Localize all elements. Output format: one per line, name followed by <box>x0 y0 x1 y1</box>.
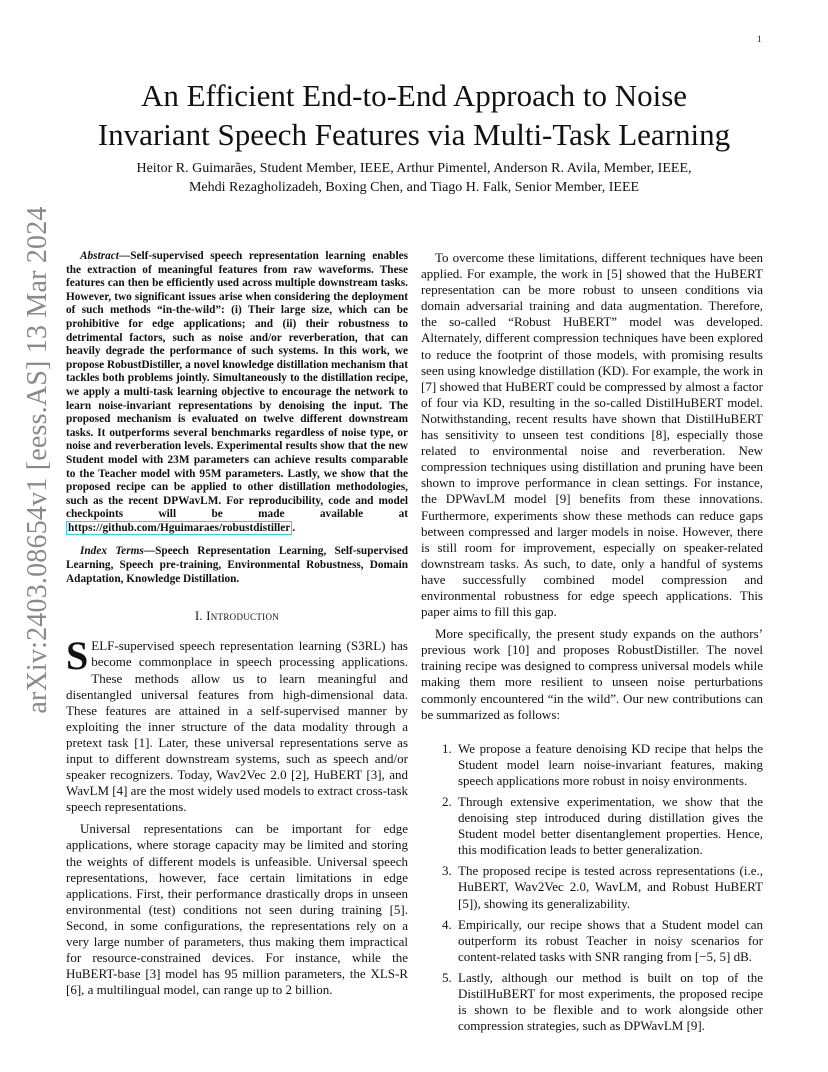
index-terms-text: —Speech Representation Learning, Self-supervised Learning, Speech pre-training, Environmental Robustness, Domain Adaptation, Knowledge Distillation. <box>66 545 408 585</box>
intro-caps: ELF <box>91 638 115 654</box>
drop-cap: S <box>66 633 89 679</box>
repository-link[interactable]: https://github.com/Hguimaraes/robustdistiller <box>68 521 291 534</box>
section-numeral: I. <box>194 609 207 624</box>
left-column <box>66 250 408 998</box>
section-heading-introduction <box>66 608 408 624</box>
authors-line-1: Heitor R. Guimarães, Student Member, IEEE, Arthur Pimentel, Anderson R. Avila, Member, IEEE, <box>136 161 692 176</box>
contribution-item: 3. The proposed recipe is tested across representations (i.e., HuBERT, Wav2Vec 2.0, WavLM, and Robust HuBERT [5]), showing its generalizability. <box>455 863 763 911</box>
abstract <box>66 250 408 535</box>
right-paragraph-1: To overcome these limitations, different techniques have been applied. For example, the work in [5] showed that the HuBERT representation can be more robust to unseen conditions via domain adversarial training and data augmentation. Therefore, the so-called “Robust HuBERT” model was developed. Alternately, different compression techniques have been explored to reduce the footprint of those models, with promising results seen using knowledge distillation (KD). For example, the work in [7] showed that HuBERT could be compressed by almost a factor of four via KD, resulting in the so-called DistilHuBERT model. Notwithstanding, recent results have shown that DistilHuBERT has sensitivity to unseen test conditions [8], especially those related to environmental noise and reverberation. New compression techniques using distillation and pruning have been shown to improve performance in clean settings. For instance, the DPWavLM model [9] benefits from these innovations. Furthermore, experiments show these methods can reduce gaps between compressed and larger models in noise. However, there is still room for improvement, especially on speaker-related downstream tasks. As such, to date, only a handful of systems have successfully combined model compression and environmental robustness for edge speech applications. This paper aims to fill this gap. <box>421 250 763 620</box>
abstract-lead: Abstract <box>80 250 119 262</box>
contribution-item: 5. Lastly, although our method is built on top of the DistilHuBERT for most experiments, the proposed recipe is shown to be flexible and to work alongside other compression strategies, such as DPWavLM [9]. <box>455 970 763 1034</box>
intro-paragraph-2: Universal representations can be important for edge applications, where storage capacity may be limited and storing the weights of different models is unfeasible. Universal speech representations, however, face certain limitations in edge applications. First, their performance drastically drops in unseen environmental (test) conditions not seen during training [5]. Second, in some configurations, the representations rely on a very large number of parameters, thus making them impractical for resource-constrained devices. For instance, while the HuBERT-base [3] model has 95 million parameters, the XLS-R [6], a multilingual model, can range up to 2 billion. <box>66 821 408 998</box>
page-number: 1 <box>757 34 762 44</box>
author-list <box>70 159 758 197</box>
contribution-item: 4. Empirically, our recipe shows that a Student model can outperform its robust Teacher in noisy scenarios for content-related tasks with SNR ranging from [−5, 5] dB. <box>455 917 763 965</box>
authors-line-2: Mehdi Rezagholizadeh, Boxing Chen, and Tiago H. Falk, Senior Member, IEEE <box>188 180 640 195</box>
contribution-item: 2. Through extensive experimentation, we show that the denoising step introduced during distillation gives the Student model better disentanglement properties. Hence, this modification leads to better generalization. <box>455 794 763 858</box>
section-title: Introduction <box>206 609 280 624</box>
abstract-end: . <box>292 521 296 534</box>
right-paragraph-2: More specifically, the present study expands on the authors’ previous work [10] and proposes RobustDistiller. The novel training recipe was designed to compress universal models while making them more resilient to unseen noise perturbations commonly encountered “in the wild”. Our new contributions can be summarized as follows: <box>421 626 763 722</box>
arxiv-stamp[interactable]: arXiv:2403.08654v1 [eess.AS] 13 Mar 2024 <box>22 206 53 714</box>
intro-p1-text: -supervised speech representation learning (S3RL) has become commonplace in speech processing applications. These methods allow us to learn meaningful and disentangled universal features from high-dimensional data. These features are attained in a self-supervised manner by exploiting the inner structure of the data modality through a pretext task [1]. Later, these universal representations serve as input to different downstream systems, such as speech and/or speaker recognizers. Today, Wav2Vec 2.0 [2], HuBERT [3], and WavLM [4] are the most widely used models to extract cross-task speech representations. <box>66 638 408 815</box>
contribution-item: 1. We propose a feature denoising KD recipe that helps the Student model learn noise-invariant features, making speech applications more robust in noisy environments. <box>455 741 763 789</box>
contributions-list <box>421 741 763 1035</box>
right-column <box>421 250 763 1039</box>
intro-paragraph-1 <box>66 633 408 815</box>
arxiv-stamp-sidebar <box>14 0 62 1072</box>
title-line-2: Invariant Speech Features via Multi-Task Learning <box>97 117 731 152</box>
paper-title <box>70 76 758 154</box>
index-terms-lead: Index Terms <box>80 545 144 558</box>
index-terms <box>66 545 408 586</box>
abstract-text: —Self-supervised speech representation learning enables the extraction of meaningful features from raw waveforms. These features can then be efficiently used across multiple downstream tasks. However, two significant issues arise when considering the deployment of such methods “in-the-wild”: (i) Their large size, which can be prohibitive for edge applications; and (ii) their robustness to detrimental factors, such as noise and/or reverberation, that can heavily degrade the performance of such systems. In this work, we propose RobustDistiller, a novel knowledge distillation mechanism that tackles both problems jointly. Simultaneously to the distillation recipe, we apply a multi-task learning objective to encourage the network to learn noise-invariant representations by denoising the input. The proposed mechanism is evaluated on twelve different downstream tasks. It outperforms several benchmarks regardless of noise type, or noise and reverberation levels. Experimental results show that the new Student model with 23M parameters can achieve results comparable to the Teacher model with 95M parameters. Lastly, we show that the proposed recipe can be applied to other distillation methodologies, such as the recent DPWavLM. For reproducibility, code and model checkpoints will be made available at <box>66 250 408 521</box>
title-line-1: An Efficient End-to-End Approach to Noise <box>140 78 688 113</box>
